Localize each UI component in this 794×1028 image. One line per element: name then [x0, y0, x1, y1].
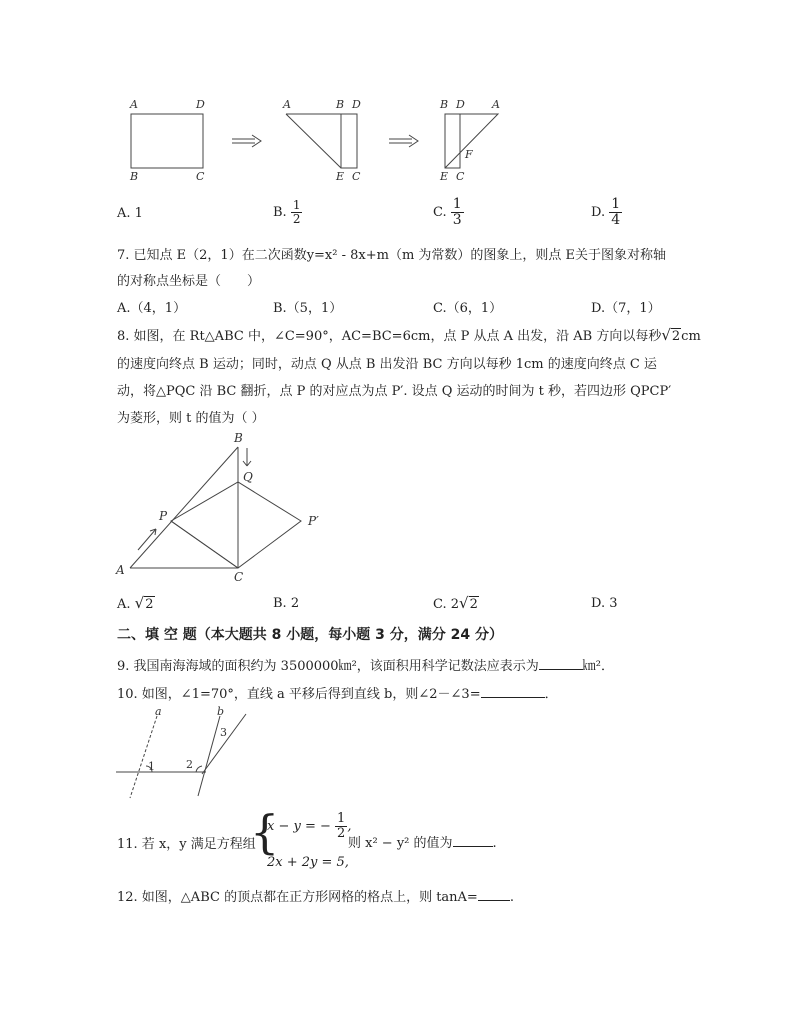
q11-brace: { [250, 805, 280, 859]
q6-label: F [465, 148, 473, 161]
q11-eq1: x − y = − $\frac{1}{2}$ , [267, 811, 352, 841]
q6-label: B [440, 98, 449, 111]
q6-label: E [336, 170, 345, 183]
q6-label: A [130, 98, 138, 111]
q6-option-a: A. 1 [117, 206, 143, 221]
q8-label-q: Q [243, 470, 253, 484]
q6-label: D [456, 98, 465, 111]
q6-label: C [352, 170, 361, 183]
q10-label-1: 1 [148, 760, 155, 773]
q6-arrow-2 [389, 135, 418, 147]
fraction: $\frac{1}{3}$ [452, 196, 462, 228]
q6-option-b: B. $\frac{1}{2}$ [273, 198, 301, 226]
fraction: $\frac{1}{4}$ [611, 196, 621, 228]
q10-transversal [202, 714, 246, 774]
q6-label: B [336, 98, 345, 111]
q6-rect-1 [131, 114, 203, 168]
q6-arrow-1 [232, 135, 261, 147]
q10-label-a: a [155, 705, 162, 718]
q6-label: E [440, 170, 449, 183]
q10-label-2: 2 [186, 758, 193, 771]
q6-label: D [352, 98, 361, 111]
q10-label-b: b [217, 705, 225, 718]
q8-label-c: C [234, 570, 244, 584]
q8-line-pc [171, 521, 238, 568]
q6-label: D [196, 98, 205, 111]
q8-line-4: 为菱形，则 t 的值为（ ） [117, 411, 265, 426]
q6-figure [110, 92, 530, 184]
q7-option-c: C.（6，1） [433, 301, 503, 316]
q10-line-b [198, 716, 220, 796]
fraction: $\frac{1}{2}$ [337, 811, 346, 841]
q8-option-d: D. 3 [591, 596, 618, 611]
sqrt: √2 [661, 326, 681, 344]
q7-option-b: B.（5，1） [273, 301, 343, 316]
q9-line: 9. 我国南海海域的面积约为 3500000㎞²，该面积用科学记数法应表示为 ㎞²． [117, 659, 614, 674]
q7-line-1: 7. 已知点 E（2，1）在二次函数y=x² - 8x+m（m 为常数）的图象上，则点 E关于图象对称轴 [117, 248, 667, 263]
q10-figure [110, 702, 260, 802]
q8-line-3: 动，将△PQC 沿 BC 翻折，点 P 的对应点为点 P′. 设点 Q 运动的时间为 t 秒，若四边形 QPCP′ [117, 384, 672, 399]
q6-label: A [492, 98, 500, 111]
q10-line-a [130, 716, 157, 798]
q7-option-d: D.（7，1） [591, 301, 661, 316]
q8-arrow-ab [138, 529, 156, 550]
fraction: $\frac{1}{2}$ [292, 198, 301, 226]
sqrt: √2 [134, 594, 154, 612]
q6-label: A [283, 98, 291, 111]
answer-blank[interactable] [481, 685, 545, 698]
q6-label: C [456, 170, 465, 183]
sqrt: √2 [459, 594, 478, 612]
q11-eq2: 2x + 2y = 5, [267, 855, 349, 870]
q8-label-p: P [159, 509, 168, 523]
q8-line-1: 8. 如图，在 Rt△ABC 中，∠C=90°，AC=BC=6cm，点 P 从点 A 出发，沿 AB 方向以每秒√2cm [117, 326, 701, 344]
q6-label: C [196, 170, 205, 183]
q6-diagonal-2 [286, 114, 341, 168]
q8-label-a: A [116, 563, 125, 577]
q8-option-b: B. 2 [273, 596, 300, 611]
q8-label-p-prime: P′ [308, 514, 319, 528]
q8-option-c: C. 2√2 [433, 594, 478, 612]
q10-line: 10. 如图，∠1=70°，直线 a 平移后得到直线 b，则∠2－∠3= ． [117, 687, 558, 702]
answer-blank[interactable] [539, 657, 583, 670]
q6-option-d: D. $\frac{1}{4}$ [591, 196, 621, 228]
q6-fold-2 [286, 114, 357, 168]
q6-label: B [130, 170, 139, 183]
q8-figure [110, 428, 340, 588]
q10-angle-2-arc [196, 766, 202, 772]
q11-prefix: 11. 若 x，y 满足方程组 [117, 837, 256, 852]
answer-blank[interactable] [453, 834, 493, 847]
q8-line-2: 的速度向终点 B 运动；同时，动点 Q 从点 B 出发沿 BC 方向以每秒 1cm 的速度向终点 C 运 [117, 357, 657, 372]
section-title: 二、填 空 题（本大题共 8 小题，每小题 3 分，满分 24 分） [117, 627, 503, 643]
answer-blank[interactable] [478, 888, 510, 901]
q12-line: 12. 如图，△ABC 的顶点都在正方形网格的格点上，则 tanA= . [117, 890, 514, 905]
q11-mid: 则 x² − y² 的值为 . [348, 836, 497, 851]
q8-line-ab [130, 447, 238, 568]
q8-rhombus [171, 482, 301, 568]
q8-label-b: B [234, 431, 243, 445]
q8-option-a: A. √2 [117, 594, 154, 612]
q7-line-2: 的对称点坐标是（ ） [117, 274, 261, 289]
q10-label-3: 3 [220, 726, 227, 739]
q7-option-a: A.（4，1） [117, 301, 187, 316]
q6-option-c: C. $\frac{1}{3}$ [433, 196, 462, 228]
